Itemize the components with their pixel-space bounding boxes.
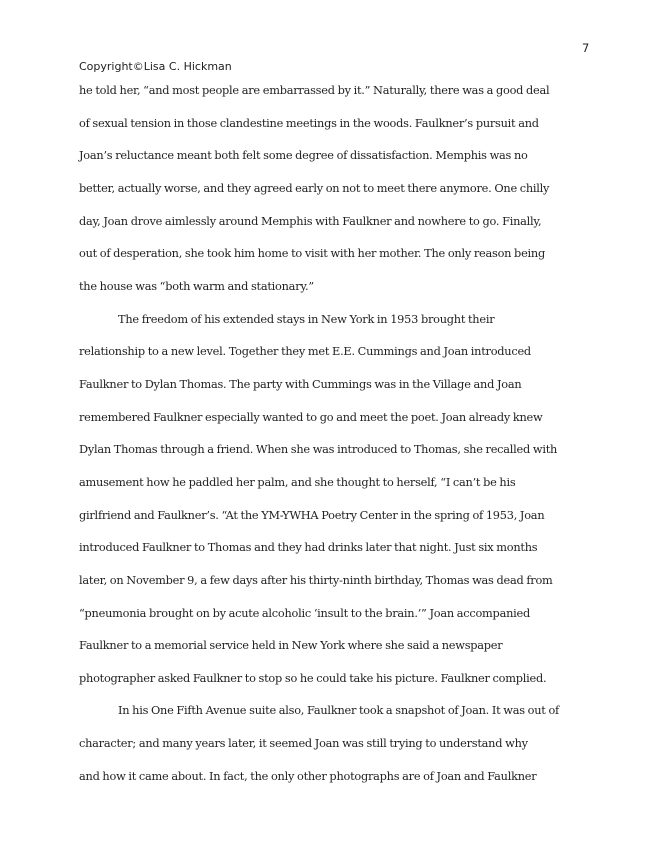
paragraph-2 <box>79 303 599 695</box>
text-line: introduced Faulkner to Thomas and they had drinks later that night. Just six months <box>79 540 538 555</box>
text-line: and how it came about. In fact, the only other photographs are of Joan and Faulkner <box>79 768 537 783</box>
text-line: relationship to a new level. Together they met E.E. Cummings and Joan introduced <box>79 344 531 359</box>
paragraph-1 <box>79 74 599 303</box>
text-line: Faulkner to a memorial service held in New York where she said a newspaper <box>79 638 503 653</box>
copyright-header: Copyright©Lisa C. Hickman <box>79 60 232 73</box>
text-line: character; and many years later, it seemed Joan was still trying to understand why <box>79 736 528 751</box>
text-line: he told her, “and most people are embarrassed by it.” Naturally, there was a good deal <box>79 83 550 97</box>
text-line: The freedom of his extended stays in New York in 1953 brought their <box>118 311 495 326</box>
text-line: Joan’s reluctance meant both felt some degree of dissatisfaction. Memphis was no <box>79 148 528 163</box>
text-line: Dylan Thomas through a friend. When she was introduced to Thomas, she recalled with <box>79 442 558 457</box>
text-line: of sexual tension in those clandestine meetings in the woods. Faulkner’s pursuit and <box>79 115 539 130</box>
text-line: girlfriend and Faulkner’s. “At the YM-YWHA Poetry Center in the spring of 1953, Joan <box>79 507 545 522</box>
text-line: remembered Faulkner especially wanted to go and meet the poet. Joan already knew <box>79 409 543 424</box>
text-line: out of desperation, she took him home to visit with her mother. The only reason being <box>79 246 545 261</box>
document-body <box>79 74 599 792</box>
text-line: later, on November 9, a few days after his thirty-ninth birthday, Thomas was dead from <box>79 572 553 587</box>
text-line: the house was “both warm and stationary.” <box>79 278 314 293</box>
text-line: amusement how he paddled her palm, and she thought to herself, “I can’t be his <box>79 474 516 489</box>
text-line: Faulkner to Dylan Thomas. The party with Cummings was in the Village and Joan <box>79 376 522 391</box>
page-number: 7 <box>582 41 590 55</box>
text-line: In his One Fifth Avenue suite also, Faulkner took a snapshot of Joan. It was out of <box>118 703 559 718</box>
text-line: day, Joan drove aimlessly around Memphis with Faulkner and nowhere to go. Finally, <box>79 213 542 228</box>
text-line: “pneumonia brought on by acute alcoholic ‘insult to the brain.’” Joan accompanied <box>79 605 530 620</box>
text-line: photographer asked Faulkner to stop so he could take his picture. Faulkner complied. <box>79 670 547 685</box>
paragraph-3 <box>79 694 599 792</box>
text-line: better, actually worse, and they agreed early on not to meet there anymore. One chilly <box>79 180 550 195</box>
